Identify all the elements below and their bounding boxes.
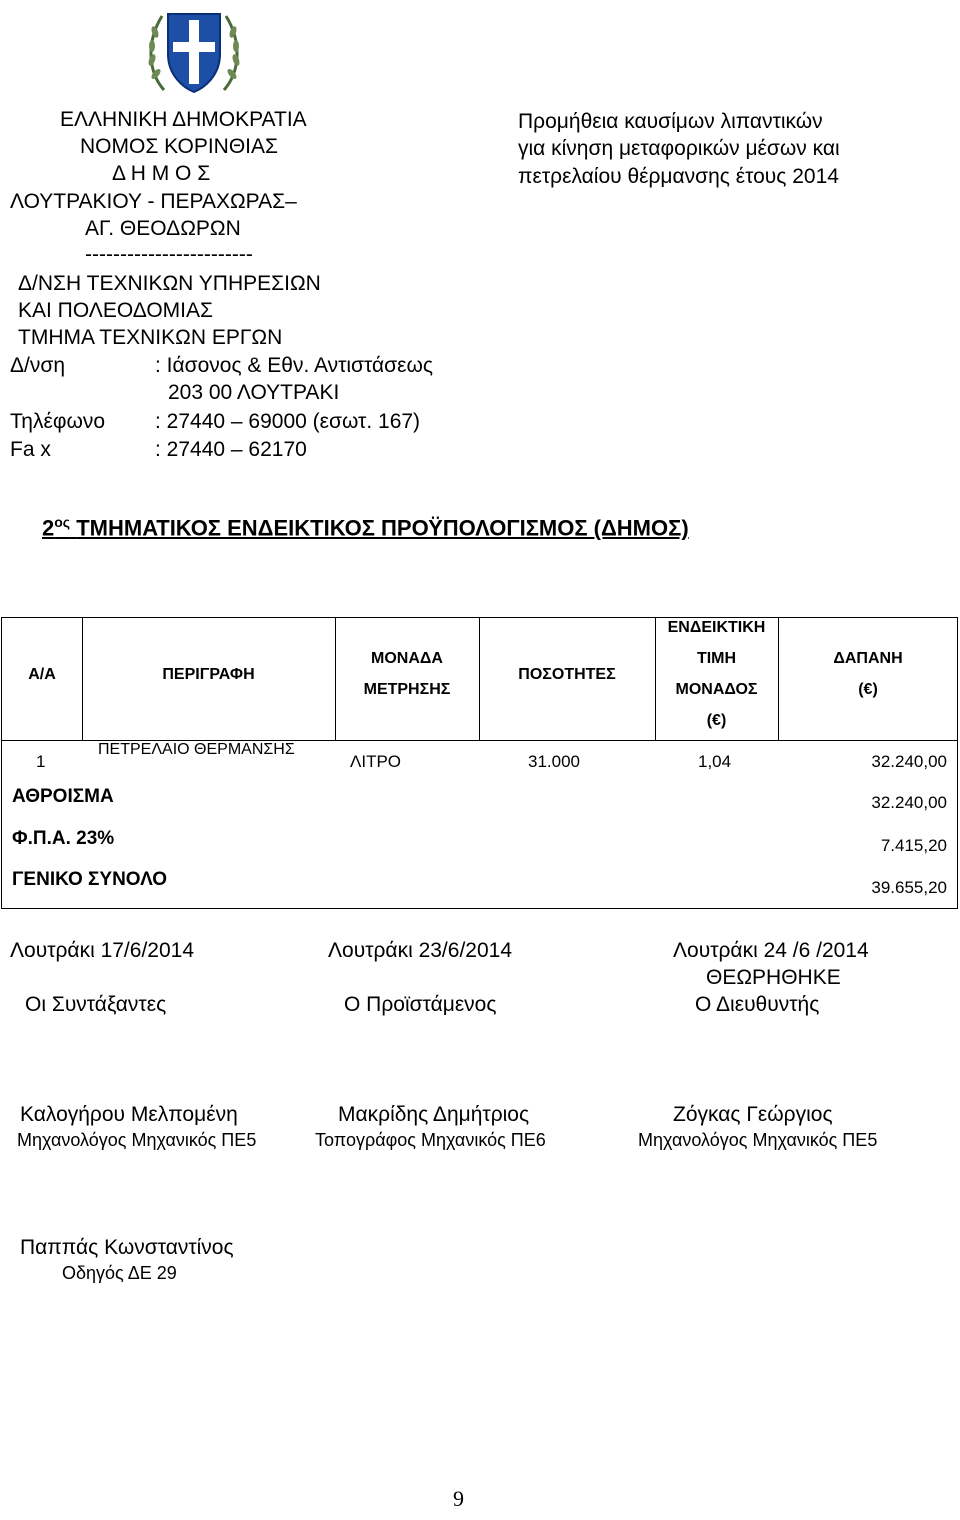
- col-header-price-line-4: (€): [706, 712, 727, 729]
- role-authors: Οι Συντάξαντες: [25, 993, 167, 1016]
- address-label: Δ/νση: [10, 354, 66, 377]
- sum-label: ΑΘΡΟΙΣΜΑ: [12, 786, 114, 807]
- signatory-name-1: Καλογήρου Μελπομένη: [20, 1103, 238, 1126]
- col-header-aa: Α/Α: [28, 666, 56, 683]
- col-header-unit-price: [655, 612, 778, 736]
- date-authors: Λουτράκι 17/6/2014: [10, 939, 194, 962]
- signatory-title-1: Μηχανολόγος Μηχανικός ΠΕ5: [17, 1130, 257, 1150]
- budget-table: [1, 617, 958, 909]
- header-country: ΕΛΛΗΝΙΚΗ ΔΗΜΟΚΡΑΤΙΑ: [60, 108, 307, 131]
- fax-label: Fa x: [10, 438, 51, 461]
- title-text: ΤΜΗΜΑΤΙΚΟΣ ΕΝΔΕΙΚΤΙΚΟΣ ΠΡΟΫΠΟΛΟΓΙΣΜΟΣ (ΔΗΜΟΣ): [76, 515, 689, 541]
- title-ordinal: ος: [54, 514, 71, 530]
- col-header-unit: [335, 643, 479, 705]
- fax-value: : 27440 – 62170: [155, 438, 307, 461]
- col-header-cost-line-1: ΔΑΠΑΝΗ: [833, 650, 903, 667]
- col-header-price-line-3: ΜΟΝΑΔΟΣ: [675, 681, 758, 698]
- signatory-title-4: Οδηγός ΔΕ 29: [62, 1263, 177, 1283]
- col-header-quantity: ΠΟΣΟΤΗΤΕΣ: [518, 666, 616, 683]
- row-quantity: 31.000: [528, 752, 580, 771]
- signatory-title-3: Μηχανολόγος Μηχανικός ΠΕ5: [638, 1130, 878, 1150]
- col-header-cost-line-2: (€): [858, 681, 878, 698]
- col-header-unit-line-2: ΜΕΤΡΗΣΗΣ: [363, 681, 451, 698]
- signatory-title-2: Τοπογράφος Μηχανικός ΠΕ6: [315, 1130, 546, 1150]
- address-line-1: : Ιάσονος & Εθν. Αντιστάσεως: [155, 354, 433, 377]
- header-directorate: Δ/ΝΣΗ ΤΕΧΝΙΚΩΝ ΥΠΗΡΕΣΙΩΝ: [18, 272, 321, 295]
- header-prefecture: ΝΟΜΟΣ ΚΟΡΙΝΘΙΑΣ: [80, 135, 279, 158]
- date-director: Λουτράκι 24 /6 /2014: [673, 939, 869, 962]
- row-unit-price: 1,04: [698, 752, 732, 771]
- row-cost: 32.240,00: [871, 752, 947, 771]
- address-line-2: 203 00 ΛΟΥΤΡΑΚΙ: [168, 381, 340, 404]
- col-header-description: ΠΕΡΙΓΡΑΦΗ: [162, 666, 255, 683]
- vat-label: Φ.Π.Α. 23%: [12, 828, 115, 849]
- sum-value: 32.240,00: [871, 793, 947, 812]
- role-supervisor: Ο Προϊστάμενος: [344, 993, 497, 1016]
- col-header-price-line-2: ΤΙΜΗ: [696, 650, 737, 667]
- header-municipality-label: Δ Η Μ Ο Σ: [112, 162, 211, 185]
- vat-value: 7.415,20: [880, 836, 947, 855]
- title-number: 2: [42, 515, 55, 541]
- row-aa: 1: [36, 752, 46, 771]
- header-department: ΤΜΗΜΑ ΤΕΧΝΙΚΩΝ ΕΡΓΩΝ: [18, 326, 283, 349]
- col-header-unit-line-1: ΜΟΝΑΔΑ: [371, 650, 443, 667]
- subject-line-3: πετρελαίου θέρμανσης έτους 2014: [518, 165, 839, 188]
- col-header-cost: [778, 643, 958, 705]
- signatory-name-2: Μακρίδης Δημήτριος: [338, 1103, 530, 1126]
- total-value: 39.655,20: [871, 878, 947, 897]
- header-municipality-name: ΛΟΥΤΡΑΚΙΟΥ - ΠΕΡΑΧΩΡΑΣ–: [10, 190, 297, 213]
- phone-label: Τηλέφωνο: [10, 410, 106, 433]
- greek-coat-of-arms-icon: [142, 2, 246, 102]
- header-municipality-name-2: ΑΓ. ΘΕΟΔΩΡΩΝ: [85, 217, 241, 240]
- subject-line-1: Προμήθεια καυσίμων λιπαντικών: [518, 110, 823, 133]
- header-directorate-2: ΚΑΙ ΠΟΛΕΟΔΟΜΙΑΣ: [18, 299, 213, 322]
- role-director: Ο Διευθυντής: [695, 993, 820, 1016]
- subject-line-2: για κίνηση μεταφορικών μέσων και: [518, 137, 840, 160]
- col-header-price-line-1: ΕΝΔΕΙΚΤΙΚΗ: [667, 619, 766, 636]
- signatory-name-4: Παππάς Κωνσταντίνος: [20, 1236, 234, 1259]
- row-description: ΠΕΤΡΕΛΑΙΟ ΘΕΡΜΑΝΣΗΣ: [98, 741, 295, 758]
- signatory-name-3: Ζόγκας Γεώργιος: [673, 1103, 833, 1126]
- page-title: [42, 514, 689, 541]
- header-separator: ------------------------: [85, 243, 253, 266]
- total-label: ΓΕΝΙΚΟ ΣΥΝΟΛΟ: [12, 869, 168, 890]
- row-unit: ΛΙΤΡΟ: [350, 752, 402, 771]
- approved-label: ΘΕΩΡΗΘΗΚΕ: [706, 966, 841, 989]
- date-supervisor: Λουτράκι 23/6/2014: [328, 939, 512, 962]
- phone-value: : 27440 – 69000 (εσωτ. 167): [155, 410, 421, 433]
- page-number: 9: [453, 1486, 464, 1511]
